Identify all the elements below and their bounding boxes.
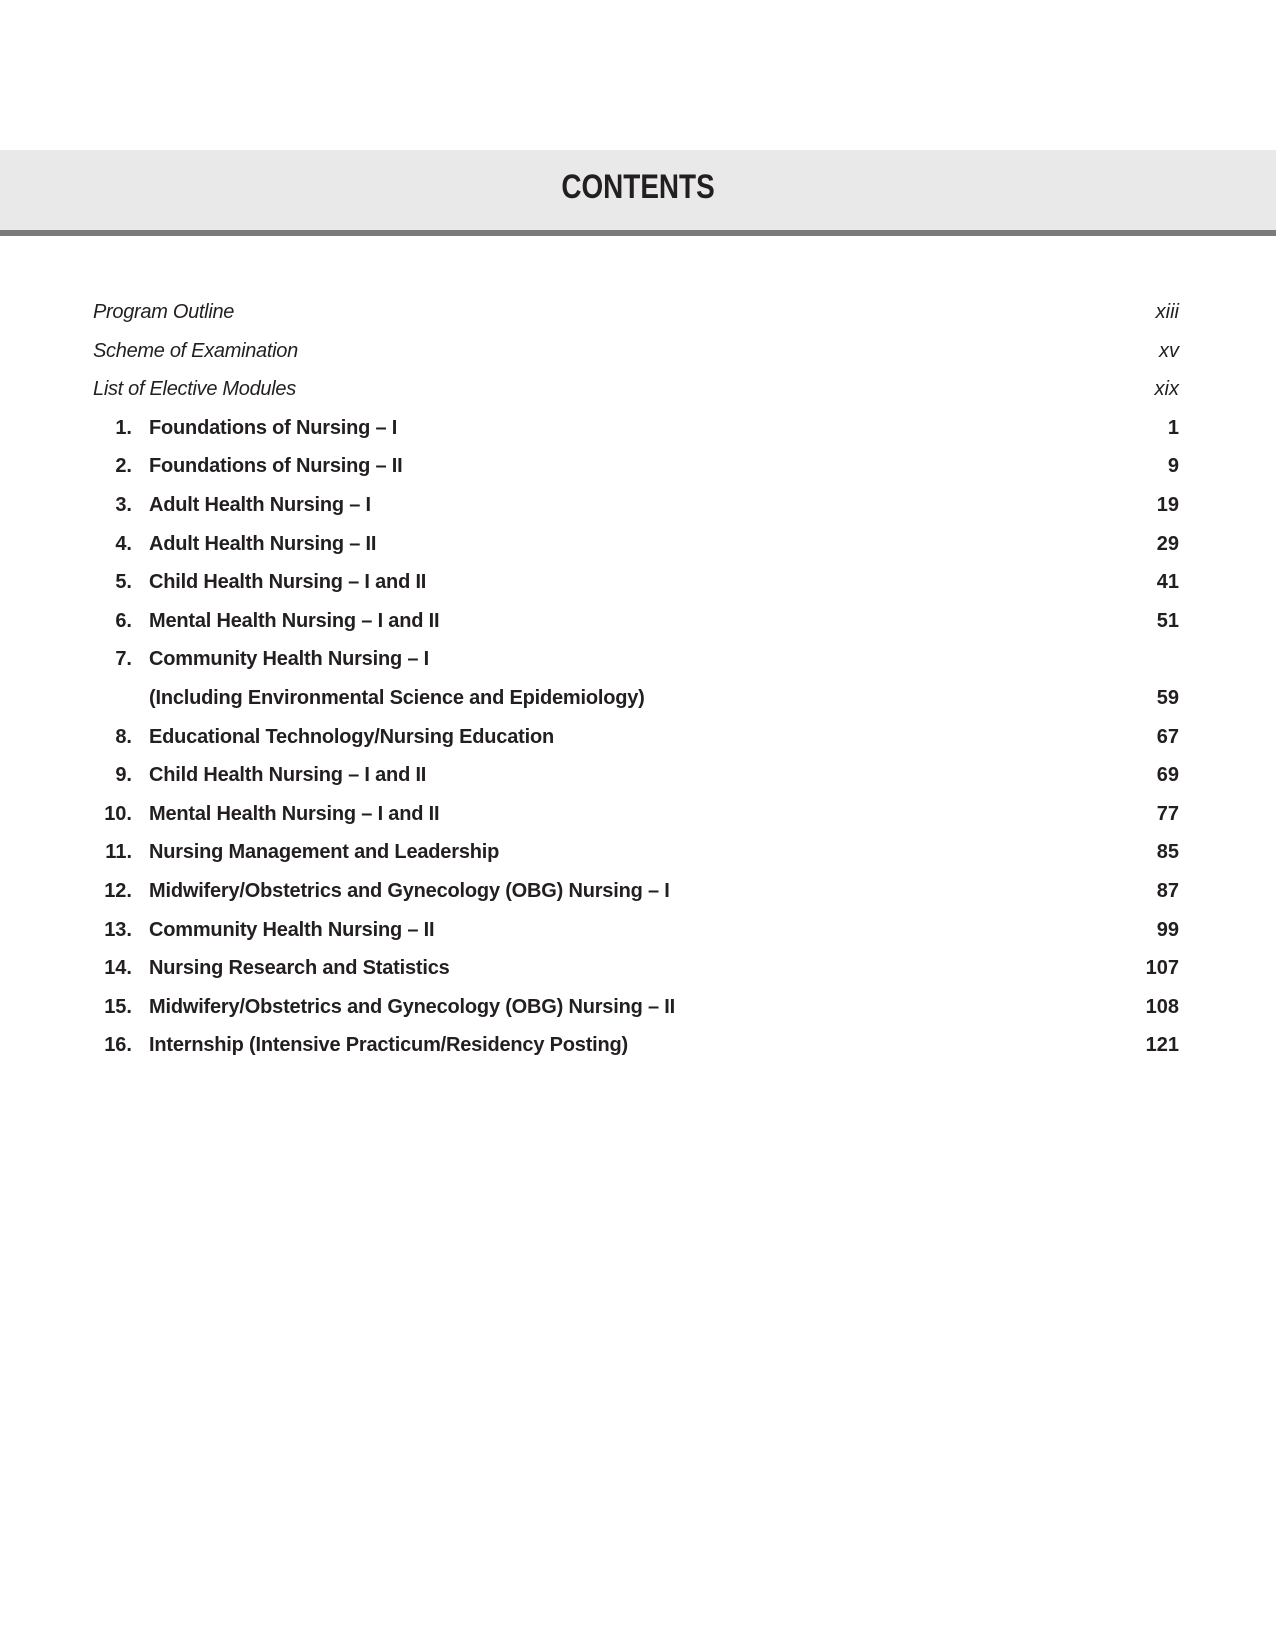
toc-chapter-15[interactable] bbox=[0, 988, 1276, 1027]
chapter-number: 14. bbox=[104, 957, 132, 980]
toc-entry-page: xv bbox=[1159, 339, 1179, 362]
chapter-number: 13. bbox=[104, 918, 132, 941]
chapter-page: 87 bbox=[1156, 879, 1179, 902]
toc-chapter-2[interactable] bbox=[0, 447, 1276, 486]
chapter-page: 41 bbox=[1156, 571, 1179, 594]
toc-chapter-6[interactable] bbox=[0, 602, 1276, 641]
chapter-page: 9 bbox=[1167, 455, 1179, 478]
chapter-number: 15. bbox=[104, 995, 132, 1018]
chapter-page: 51 bbox=[1156, 609, 1179, 632]
toc-entry-scheme-of-examination[interactable] bbox=[0, 332, 1276, 371]
chapter-title: Educational Technology/Nursing Education bbox=[149, 725, 554, 748]
chapter-number: 7. bbox=[115, 648, 132, 671]
chapter-page: 1 bbox=[1167, 416, 1179, 439]
page-title: CONTENTS bbox=[561, 168, 715, 206]
chapter-title: Mental Health Nursing – I and II bbox=[149, 609, 440, 632]
toc-chapter-10[interactable] bbox=[0, 795, 1276, 834]
toc-chapter-11[interactable] bbox=[0, 833, 1276, 872]
toc-chapter-13[interactable] bbox=[0, 911, 1276, 950]
chapter-title: Foundations of Nursing – II bbox=[149, 455, 403, 478]
chapter-page: 59 bbox=[1156, 686, 1179, 709]
toc-entry-title: Scheme of Examination bbox=[93, 339, 298, 362]
chapter-title: Community Health Nursing – I bbox=[149, 648, 429, 671]
chapter-title: Adult Health Nursing – II bbox=[149, 532, 377, 555]
chapter-page: 29 bbox=[1156, 532, 1179, 555]
table-of-contents bbox=[0, 293, 1276, 1065]
chapter-title: Nursing Management and Leadership bbox=[149, 841, 500, 864]
chapter-number: 16. bbox=[104, 1034, 132, 1057]
chapter-title: Midwifery/Obstetrics and Gynecology (OBG) Nursing – I bbox=[149, 879, 670, 902]
chapter-number: 6. bbox=[115, 609, 132, 632]
chapter-page: 99 bbox=[1156, 918, 1179, 941]
toc-entry-title: Program Outline bbox=[93, 301, 235, 323]
chapter-number: 10. bbox=[104, 802, 132, 825]
chapter-title: Mental Health Nursing – I and II bbox=[149, 802, 440, 825]
chapter-page: 67 bbox=[1156, 725, 1179, 748]
toc-chapter-1[interactable] bbox=[0, 409, 1276, 448]
chapter-page: 108 bbox=[1145, 995, 1179, 1018]
toc-chapter-12[interactable] bbox=[0, 872, 1276, 911]
chapter-number: 9. bbox=[115, 764, 132, 787]
chapter-number: 8. bbox=[115, 725, 132, 748]
toc-chapter-7-subtitle[interactable] bbox=[0, 679, 1276, 718]
chapter-title: Foundations of Nursing – I bbox=[149, 416, 398, 439]
chapter-page: 107 bbox=[1145, 957, 1179, 980]
toc-entry-page: xix bbox=[1154, 378, 1179, 401]
toc-entry-program-outline[interactable] bbox=[0, 293, 1276, 332]
toc-chapter-16[interactable] bbox=[0, 1026, 1276, 1065]
contents-header-band bbox=[0, 150, 1276, 236]
chapter-number: 3. bbox=[115, 493, 132, 516]
toc-chapter-3[interactable] bbox=[0, 486, 1276, 525]
toc-chapter-8[interactable] bbox=[0, 718, 1276, 757]
chapter-page: 85 bbox=[1156, 841, 1179, 864]
toc-chapter-4[interactable] bbox=[0, 525, 1276, 564]
chapter-title: Nursing Research and Statistics bbox=[149, 957, 450, 980]
chapter-title: Community Health Nursing – II bbox=[149, 918, 435, 941]
toc-entry-title: List of Elective Modules bbox=[93, 378, 296, 401]
chapter-title: Adult Health Nursing – I bbox=[149, 493, 371, 516]
toc-chapter-14[interactable] bbox=[0, 949, 1276, 988]
chapter-number: 4. bbox=[115, 532, 132, 555]
chapter-title: Child Health Nursing – I and II bbox=[149, 764, 427, 787]
chapter-number: 5. bbox=[115, 571, 132, 594]
chapter-page: 19 bbox=[1156, 493, 1179, 516]
toc-chapter-5[interactable] bbox=[0, 563, 1276, 602]
chapter-number: 11. bbox=[105, 841, 132, 864]
chapter-title: Internship (Intensive Practicum/Residency Posting) bbox=[149, 1034, 629, 1057]
chapter-title: Midwifery/Obstetrics and Gynecology (OBG) Nursing – II bbox=[149, 995, 675, 1018]
toc-chapter-7[interactable] bbox=[0, 640, 1276, 679]
chapter-number: 1. bbox=[115, 416, 132, 439]
chapter-page: 77 bbox=[1156, 802, 1179, 825]
chapter-subtitle: (Including Environmental Science and Epidemiology) bbox=[149, 686, 645, 709]
toc-chapter-9[interactable] bbox=[0, 756, 1276, 795]
chapter-page: 69 bbox=[1156, 764, 1179, 787]
chapter-number: 12. bbox=[104, 879, 132, 902]
chapter-title: Child Health Nursing – I and II bbox=[149, 571, 427, 594]
toc-entry-page: xiii bbox=[1155, 301, 1179, 323]
chapter-number: 2. bbox=[115, 455, 132, 478]
chapter-page: 121 bbox=[1145, 1034, 1179, 1057]
toc-entry-list-of-elective-modules[interactable] bbox=[0, 370, 1276, 409]
